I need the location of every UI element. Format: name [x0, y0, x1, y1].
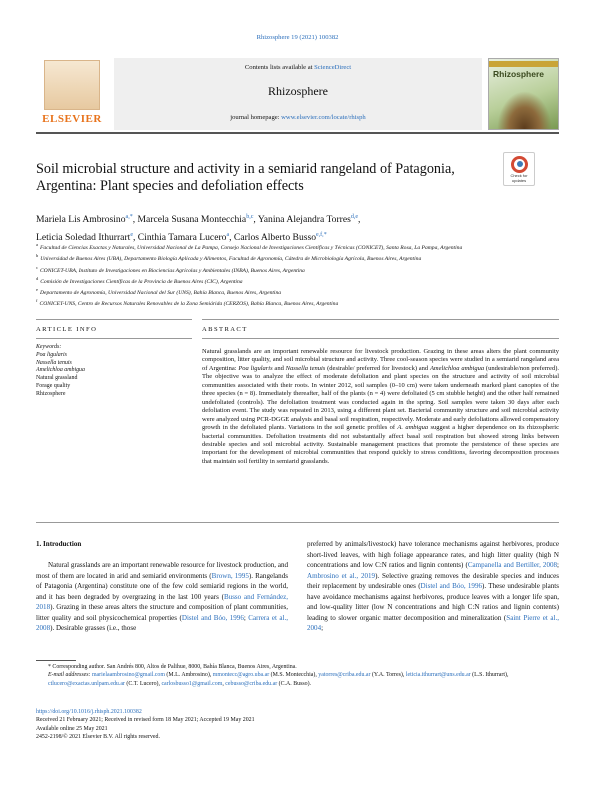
footnotes — [36, 663, 559, 688]
email-owner: (L.S. Ithurrart), — [470, 672, 509, 679]
masthead-rule — [36, 132, 559, 134]
author-separator: , — [132, 231, 138, 243]
author-affiliation-marker[interactable]: e,f, — [316, 231, 324, 238]
doi-link[interactable]: https://doi.org/10.1016/j.rhisph.2021.100382 — [36, 709, 142, 715]
body-text: ). These undesirable plants have avoidance mechanisms against herbivores, produce leaves with a longer life span, and low-quality litter (low N concentrations and high C:N ratios and lignin contents) leading to slower organic matter decomposition and mineralization ( — [307, 582, 559, 622]
email-link[interactable]: yatorres@criba.edu.ar — [318, 672, 371, 679]
email-link[interactable]: ctlucero@exactas.unlpam.edu.ar — [48, 680, 125, 687]
author-separator: , — [132, 214, 138, 226]
body-column-right — [307, 539, 559, 634]
email-owner: (Y.A. Torres), — [370, 672, 406, 679]
affiliation-list — [36, 241, 559, 309]
citation-link[interactable]: Ambrosino et al., 2019 — [307, 571, 376, 580]
affiliation-text: CONICET-UBA, Instituto de Investigaciones en Biociencias Agrícolas y Ambientales (INBA), Buenos Aires, Argentina — [39, 267, 305, 274]
affiliation-item — [36, 286, 559, 297]
corresponding-author-note: * Corresponding author. San Andrés 800, Altos de Palihue, 8000, Bahía Blanca, Buenos Aires, Argentina. — [48, 664, 297, 670]
author-affiliation-marker[interactable]: b,c — [246, 214, 254, 220]
author-name[interactable]: Marcela Susana Montecchia — [137, 214, 247, 226]
available-date: Available online 25 May 2021 — [36, 725, 108, 732]
corresponding-author-marker[interactable]: * — [323, 231, 327, 238]
crossmark-label — [504, 174, 534, 183]
affiliation-letter: b — [36, 253, 39, 259]
contents-prefix: Contents lists available at — [244, 64, 315, 71]
footnote-rule — [36, 660, 76, 661]
contents-line — [114, 64, 482, 71]
affiliation-item — [36, 275, 559, 286]
keyword: Rhizosphere — [36, 390, 66, 397]
abstract-rule-2 — [202, 338, 559, 339]
body-text: ). Selective grazing removes the desirable species and induces their replacement by undesirable ones ( — [307, 571, 559, 591]
email-link[interactable]: carlosbusso1@gmail.com — [161, 680, 223, 687]
email-link[interactable]: cebusso@criba.edu.ar — [225, 680, 278, 687]
article-info-rule-2 — [36, 338, 192, 339]
species-name: Amelichloa ambigua — [429, 364, 485, 372]
keywords-block — [36, 344, 192, 399]
email-owner: (C.A. Busso). — [277, 680, 312, 687]
homepage-line — [114, 114, 482, 121]
cover-title: Rhizosphere — [493, 69, 545, 79]
affiliation-letter: f — [36, 298, 38, 304]
elsevier-logo[interactable] — [36, 58, 108, 130]
sciencedirect-link[interactable]: ScienceDirect — [314, 64, 352, 71]
keyword: Forage quality — [36, 382, 71, 389]
abstract-part: (desirable/ preferred for livestock) and — [325, 364, 430, 372]
article-title: Soil microbial structure and activity in a semiarid rangeland of Patagonia, Argentina: Plant species and defoliation effects — [36, 161, 455, 194]
abstract-text — [202, 348, 559, 466]
journal-masthead — [36, 58, 559, 130]
citation-link[interactable]: Campanella and Bertiller, 2008 — [467, 561, 558, 570]
keyword: Poa ligularis — [36, 351, 67, 358]
affiliation-text: Facultad de Ciencias Exactas y Naturales, Universidad Nacional de La Pampa, Consejo Nacional de Investigaciones Científicas y Técnicas (CONICET), Santa Rosa, La Pampa, Argentina — [39, 244, 463, 251]
body-text: ; — [321, 624, 324, 633]
affiliation-item — [36, 241, 559, 252]
affiliation-letter: a — [36, 242, 38, 247]
elsevier-tree-icon — [44, 60, 100, 110]
body-text: ; — [557, 561, 559, 570]
keywords-list — [36, 352, 192, 399]
citation-link[interactable]: Saint Pierre et al., 2004 — [307, 613, 559, 633]
email-link[interactable]: leticia.ithurrart@uns.edu.ar — [405, 672, 471, 679]
keyword: Amelichloa ambigua — [36, 367, 85, 374]
crossmark-line2: updates — [511, 177, 527, 183]
email-label: E-mail addresses: — [48, 672, 92, 679]
abstract-part: Natural grasslands are an important renewable resource for livestock production. Grazing in these areas alters the plant community composition, litter quality, and soil microbial structure and activity. Three cool-season species were studied in a semiarid rangeland area of Argentina: — [202, 348, 559, 372]
email-owner: (M.S. Montecchia), — [269, 672, 319, 679]
author-affiliation-marker[interactable]: a — [226, 231, 230, 238]
body-text: ). Desirable grasses (i.e., those — [50, 624, 137, 633]
author-separator: , — [253, 214, 258, 226]
received-dates: Received 21 February 2021; Received in revised form 18 May 2021; Accepted 19 May 2021 — [36, 717, 255, 724]
abstract-heading: ABSTRACT — [202, 326, 248, 333]
journal-reference[interactable]: Rhizosphere 19 (2021) 100382 — [256, 34, 339, 41]
masthead-banner — [114, 58, 482, 130]
author-separator: , — [358, 214, 361, 226]
author-name[interactable]: Leticia Soledad Ithurrart — [36, 231, 131, 243]
email-owner: (M.L. Ambrosino), — [164, 672, 213, 679]
crossmark-icon — [511, 156, 528, 173]
copyright-line: 2452-2198/© 2021 Elsevier B.V. All rights reserved. — [36, 733, 160, 740]
author-name[interactable]: Yanina Alejandra Torres — [257, 214, 351, 226]
journal-name: Rhizosphere — [268, 84, 328, 98]
corresponding-author-marker[interactable]: * — [129, 214, 133, 220]
article-metadata — [36, 708, 559, 741]
species-name: Poa ligularis — [238, 364, 273, 372]
cover-root-image — [497, 91, 552, 129]
author-name[interactable]: Carlos Alberto Busso — [233, 231, 317, 243]
body-text: ). Rangelands of Patagonia (Argentina) constitute one of the few cold semiarid regions in the world, and it has been degraded by overgrazing in the last 100 years ( — [36, 571, 288, 601]
affiliation-text: Comisión de Investigaciones Científicas de la Provincia de Buenos Aires (CIC), Argentina — [40, 278, 243, 285]
abstract-rule — [202, 319, 559, 320]
affiliation-text: CONICET-UNS, Centro de Recursos Naturales Renovables de la Zona Semiárida (CERZOS), Bahía Blanca, Buenos Aires, Argentina — [39, 301, 339, 308]
crossmark-line1: Check for — [510, 173, 528, 178]
species-name: A. ambigua — [397, 424, 429, 432]
email-link[interactable]: marielaambrosino@gmail.com — [91, 672, 165, 679]
affiliation-item — [36, 252, 559, 263]
species-name: Nassella tenuis — [285, 364, 326, 372]
journal-cover-image[interactable] — [488, 58, 559, 130]
email-link[interactable]: mmontecc@agro.uba.ar — [212, 672, 270, 679]
body-text: ; — [243, 613, 249, 622]
keyword: Nassella tenuis — [36, 359, 72, 366]
body-text: preferred by animals/livestock) have tolerance mechanisms against herbivores, produce short-lived leaves, with high foliage appearance rates, and high litter quality (high N concentrations and low C:N ratios and lignin contents) ( — [307, 540, 559, 570]
body-text: Natural grasslands are an important renewable resource for livestock production, and most of them are located in arid and semiarid environments ( — [36, 561, 288, 580]
affiliation-text: Universidad de Buenos Aires (UBA), Departamento Biología Aplicada y Alimentos, Facultad de Agronomía, Cátedra de Microbiología Agrícola, Buenos Aires, Argentina — [40, 256, 422, 263]
intro-paragraph — [36, 560, 288, 634]
article-info-heading: ARTICLE INFO — [36, 326, 98, 333]
affiliation-letter: e — [36, 287, 38, 293]
email-addresses — [36, 671, 559, 688]
abstract-part: suggest a higher dependence on its rhizospheric bacterial communities. Defoliation treatments did not substantially affect basal soil respiration but showed strong links between desirable species and soil microbial activity. Sustainable management practices that promote the persistence of these species are important for the development of microbial communities that respond quickly to stress conditions, favoring decomposition processes that maintain soil fertility in semiarid grasslands. — [202, 424, 559, 465]
author-affiliation-marker[interactable]: d,e — [350, 214, 359, 220]
author-separator: , — [229, 231, 234, 243]
author-name[interactable]: Cinthia Tamara Lucero — [137, 231, 227, 243]
affiliation-text: Departamento de Agronomía, Universidad Nacional del Sur (UNS), Bahía Blanca, Buenos Aires, Argentina — [39, 289, 282, 296]
abstract-bottom-rule — [36, 522, 559, 523]
publisher-name: ELSEVIER — [42, 113, 102, 125]
abstract-part: (undesirable/non preferred). The objective was to analyze the effect of moderate defoliation and plant species on the structure and activity of soil microbial communities associated with their roots. In winter 2012, soil samples (0–10 cm) were taken underneath marked plant canopies of the three species (n = 8). Immediately thereafter, half of the plants (n = 4) were defoliated (5 cm stubble height) and the other half remained undefoliated (controls). The defoliation treatment was conducted again in the spring. Soil samples were taken 30 days after each defoliation event. The study was repeated in 2013, using a different plant set. Bacterial community structure and soil microbial activity were analyzed using PCR-DGGE analysis and basal soil respiration, respectively. Moderate and early defoliations allowed compensatory growth in the defoliated plants. Variations in the soil genetic profiles of — [202, 364, 559, 432]
author-affiliation-marker[interactable]: a, — [125, 214, 130, 220]
homepage-link[interactable]: www.elsevier.com/locate/rhisph — [281, 114, 366, 121]
affiliation-item — [36, 297, 559, 308]
abstract-part: and — [272, 364, 286, 372]
body-column-left — [36, 539, 288, 634]
keywords-label: Keywords: — [36, 344, 62, 350]
cover-bar — [489, 61, 558, 67]
citation-link[interactable]: Brown, 1995 — [211, 571, 249, 580]
citation-link[interactable]: Busso and Fernández, 2018 — [36, 592, 289, 612]
body-text: ). Grazing in these areas alters the structure and composition of plant communities, litter quality and soil physicochemical properties ( — [36, 603, 288, 622]
affiliation-item — [36, 264, 559, 275]
citation-link[interactable]: Carrera et al., 2008 — [36, 613, 288, 633]
affiliation-letter: c — [36, 264, 38, 270]
author-affiliation-marker[interactable]: e — [130, 231, 133, 238]
section-heading: 1. Introduction — [36, 540, 82, 548]
homepage-prefix: journal homepage: — [230, 114, 282, 121]
email-owner: (C.T. Lucero), — [124, 680, 162, 687]
keyword: Natural grassland — [36, 375, 78, 382]
crossmark-badge[interactable] — [503, 152, 535, 186]
citation-link[interactable]: Distel and Bóo, 1996 — [181, 613, 244, 622]
author-name[interactable]: Mariela Lis Ambrosino — [36, 214, 126, 226]
email-owner: , — [222, 680, 226, 687]
affiliation-letter: d — [36, 275, 39, 281]
article-info-rule — [36, 319, 192, 320]
citation-link[interactable]: Distel and Bóo, 1996 — [420, 582, 483, 591]
